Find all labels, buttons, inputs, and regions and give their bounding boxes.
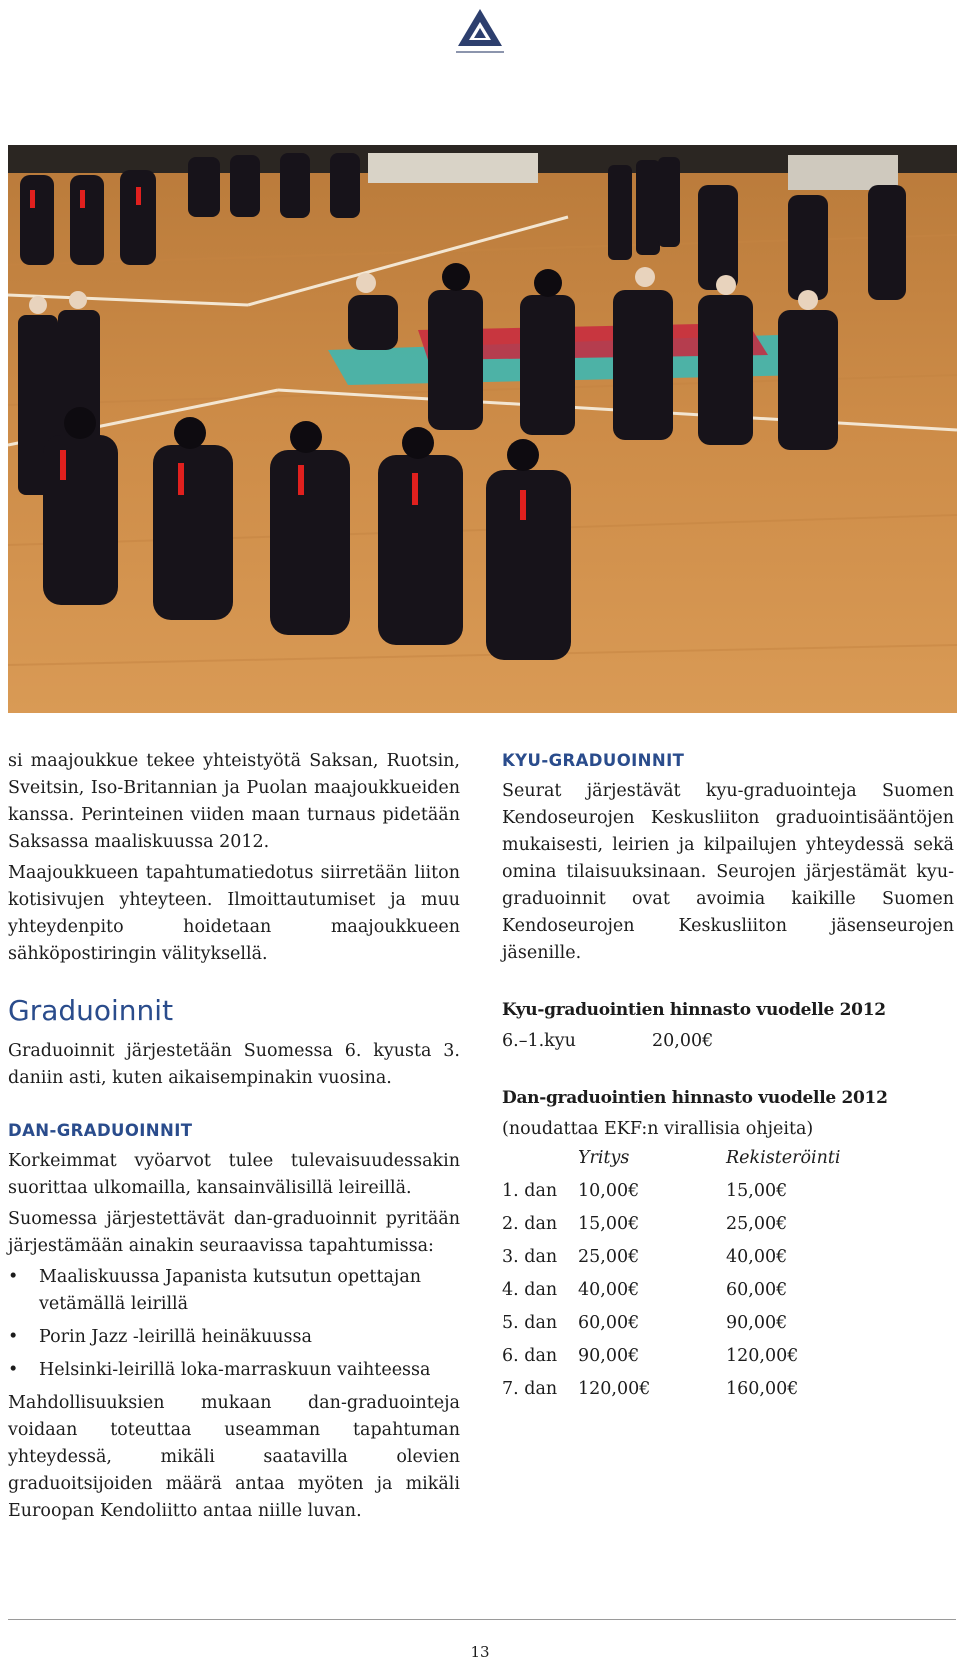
table-cell: 120,00€ — [726, 1346, 799, 1366]
kyu-price-value: 20,00€ — [652, 1031, 714, 1051]
table-cell: 2. dan — [502, 1214, 558, 1234]
federation-logo — [449, 6, 511, 60]
intro-paragraph: si maajoukkue tekee yhteistyötä Saksan, Ruotsin, Sveitsin, Iso-Britannian ja Puolan maajoukkueiden kanssa. Perinteinen viiden maan turnaus pidetään Saksassa maaliskuussa 2012. — [8, 751, 460, 852]
kyu-price-row — [502, 1028, 954, 1055]
table-row — [502, 1211, 886, 1244]
table-cell: 15,00€ — [726, 1181, 788, 1201]
page-number: 13 — [470, 1643, 490, 1661]
table-cell: 6. dan — [502, 1346, 558, 1366]
table-cell: 25,00€ — [726, 1214, 788, 1234]
table-cell: 4. dan — [502, 1280, 558, 1300]
table-cell: 60,00€ — [726, 1280, 788, 1300]
dan-price-table — [502, 1145, 886, 1409]
table-cell: 60,00€ — [578, 1313, 640, 1333]
right-column — [502, 748, 954, 1409]
table-header-cell — [502, 1145, 578, 1178]
table-row — [502, 1277, 886, 1310]
table-row — [502, 1244, 886, 1277]
section-title: Graduoinnit — [8, 994, 174, 1027]
table-cell: 15,00€ — [578, 1214, 640, 1234]
dan-paragraph: Mahdollisuuksien mukaan dan-graduointeja voidaan toteuttaa useamman tapahtuman yhteydessä, mikäli saatavilla olevien graduoitsijoiden määrä antaa myöten ja mikäli Euroopan Kendoliitto antaa niille luvan. — [8, 1393, 460, 1521]
event-list — [8, 1264, 460, 1384]
section-paragraph: Graduoinnit järjestetään Suomessa 6. kyusta 3. daniin asti, kuten aikaisempinakin vuosina. — [8, 1041, 460, 1088]
table-cell: 40,00€ — [726, 1247, 788, 1267]
dan-heading: DAN-GRADUOINNIT — [8, 1121, 193, 1140]
table-row — [502, 1310, 886, 1343]
kyu-paragraph: Seurat järjestävät kyu-graduointeja Suomen Kendoseurojen Keskusliiton graduointisääntöjen mukaisesti, leirien ja kilpailujen yhteydessä sekä omina tilaisuuksinaan. Seurojen järjestämät kyu-graduoinnit ovat avoimia kaikille Suomen Kendoseurojen Keskusliiton jäsenseurojen jäsenille. — [502, 781, 954, 963]
table-header — [502, 1145, 886, 1178]
kyu-price-label: 6.–1.kyu — [502, 1031, 576, 1051]
dan-price-title: Dan-graduointien hinnasto vuodelle 2012 — [502, 1088, 888, 1108]
left-column — [8, 748, 460, 1525]
table-row — [502, 1178, 886, 1211]
table-cell: 10,00€ — [578, 1181, 640, 1201]
table-cell: 160,00€ — [726, 1379, 799, 1399]
kyu-heading: KYU-GRADUOINNIT — [502, 751, 685, 770]
list-item: • Helsinki-leirillä loka-marraskuun vaihteessa — [8, 1357, 460, 1384]
list-item: • Porin Jazz -leirillä heinäkuussa — [8, 1324, 460, 1351]
footer-divider — [8, 1619, 956, 1620]
table-cell: 1. dan — [502, 1181, 558, 1201]
dan-paragraph: Korkeimmat vyöarvot tulee tulevaisuudessakin suorittaa ulkomailla, kansainvälisillä leireillä. — [8, 1151, 460, 1198]
table-cell: 90,00€ — [578, 1346, 640, 1366]
table-row — [502, 1376, 886, 1409]
table-cell: 5. dan — [502, 1313, 558, 1333]
table-header-cell: Rekisteröinti — [726, 1148, 841, 1168]
dan-price-note: (noudattaa EKF:n virallisia ohjeita) — [502, 1119, 814, 1139]
intro-paragraph: Maajoukkueen tapahtumatiedotus siirretään liiton kotisivujen yhteyteen. Ilmoittautumiset ja muu yhteydenpito hoidetaan maajoukkueen sähköpostiringin välityksellä. — [8, 863, 460, 964]
table-cell: 7. dan — [502, 1379, 558, 1399]
table-cell: 120,00€ — [578, 1379, 651, 1399]
table-cell: 3. dan — [502, 1247, 558, 1267]
table-row — [502, 1343, 886, 1376]
list-item: • Maaliskuussa Japanista kutsutun opettajan vetämällä leirillä — [8, 1264, 460, 1318]
table-cell: 90,00€ — [726, 1313, 788, 1333]
kendo-photo — [8, 145, 957, 713]
kyu-price-title: Kyu-graduointien hinnasto vuodelle 2012 — [502, 1000, 886, 1020]
triangle-emblem-icon — [449, 6, 511, 60]
dan-paragraph: Suomessa järjestettävät dan-graduoinnit pyritään järjestämään ainakin seuraavissa tapahtumissa: — [8, 1209, 460, 1256]
table-cell: 40,00€ — [578, 1280, 640, 1300]
table-header-cell: Yritys — [578, 1148, 630, 1168]
table-cell: 25,00€ — [578, 1247, 640, 1267]
